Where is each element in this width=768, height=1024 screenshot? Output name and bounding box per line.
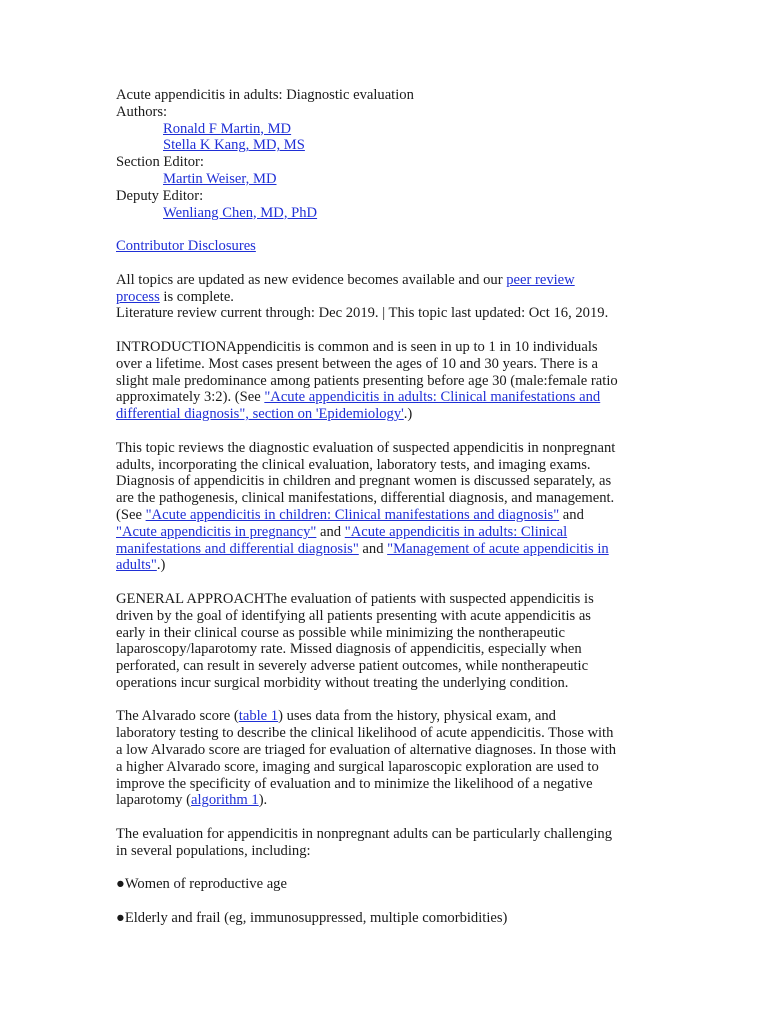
section-editor-link[interactable]: Martin Weiser, MD (163, 170, 277, 187)
author-link-2[interactable]: Stella K Kang, MD, MS (163, 137, 305, 154)
epidemiology-link[interactable]: differential diagnosis", section on 'Epidemiology' (116, 406, 404, 423)
document-title: Acute appendicitis in adults: Diagnostic evaluation (116, 87, 414, 103)
adults-clinical-link-part1[interactable]: "Acute appendicitis in adults: Clinical (344, 523, 568, 540)
management-link-part1[interactable]: "Management of acute appendicitis in (387, 540, 609, 557)
peer-review-link-part1[interactable]: peer review (506, 271, 575, 288)
adults-clinical-link-part2[interactable]: manifestations and differential diagnosis" (116, 540, 359, 557)
scope-paragraph: This topic reviews the diagnostic evaluation of suspected appendicitis in nonpregnant adults, incorporating the clinical evaluation, laboratory tests, and imaging exams. Diagnosis of appendicitis in children and pregnant women is discussed separately, as are the pathogenesis, clinical manifestations, differential diagnosis, and management. (See "Acute appendicitis in children: Clinical manifestations and diagnosis" and "Acute appendicitis in pregnancy" and "Acute appendicitis in adults: Clinical manifestations and differential diagnosis" and "Management of acute appendicitis in adults".) (116, 439, 616, 574)
authors-label: Authors: (116, 103, 168, 120)
peer-review-link-part2[interactable]: process (116, 288, 160, 305)
table-1-link[interactable]: table 1 (238, 708, 279, 725)
introduction-paragraph: INTRODUCTIONAppendicitis is common and is seen in up to 1 in 10 individuals over a lifetime. Most cases present between the ages of 10 and 30 years. There is a slight male predominance among patients presenting before age 30 (male:female ratio approximately 3:2). (See "Acute appendicitis in adults: Clinical manifestations and differential diagnosis", section on 'Epidemiology'.) (116, 338, 618, 423)
clinical-manifestations-link[interactable]: "Acute appendicitis in adults: Clinical manifestations and (264, 389, 601, 406)
algorithm-1-link[interactable]: algorithm 1 (190, 792, 259, 809)
author-link-1[interactable]: Ronald F Martin, MD (163, 120, 292, 137)
appendicitis-children-link[interactable]: "Acute appendicitis in children: Clinical manifestations and diagnosis" (145, 506, 560, 523)
contributor-disclosures-link[interactable]: Contributor Disclosures (116, 238, 256, 255)
document-page (116, 87, 656, 927)
update-note-line-1: All topics are updated as new evidence becomes available and our peer review (116, 271, 575, 288)
literature-review-line: Literature review current through: Dec 2019. | This topic last updated: Oct 16, 2019. (116, 305, 609, 322)
appendicitis-pregnancy-link[interactable]: "Acute appendicitis in pregnancy" (116, 523, 317, 540)
general-approach-paragraph: GENERAL APPROACHThe evaluation of patients with suspected appendicitis is driven by the goal of identifying all patients presenting with acute appendicitis as early in their clinical course as possible while minimizing the nontherapeutic laparoscopy/laparotomy rate. Missed diagnosis of appendicitis, especially when perforated, can result in severely adverse patient outcomes, while nontherapeutic operations incur surgical morbidity without treating the underlying condition. (116, 590, 594, 691)
alvarado-paragraph: The Alvarado score (table 1) uses data from the history, physical exam, and laboratory testing to describe the clinical likelihood of acute appendicitis. Those with a low Alvarado score are triaged for evaluation of alternative diagnoses. In those with a higher Alvarado score, imaging and surgical laparoscopic exploration are used to improve the specificity of evaluation and to minimize the likelihood of a negative laparotomy (algorithm 1). (116, 708, 617, 809)
management-link-part2[interactable]: adults" (116, 557, 157, 574)
update-note-line-2: process is complete. (116, 288, 234, 305)
deputy-editor-link[interactable]: Wenliang Chen, MD, PhD (163, 204, 318, 221)
bullet-item: ●Women of reproductive age (116, 876, 287, 893)
section-editor-label: Section Editor: (116, 154, 204, 171)
deputy-editor-label: Deputy Editor: (116, 187, 204, 204)
populations-paragraph: The evaluation for appendicitis in nonpregnant adults can be particularly challenging in several populations, including: (116, 826, 613, 859)
bullet-item: ●Elderly and frail (eg, immunosuppressed, multiple comorbidities) (116, 910, 508, 927)
